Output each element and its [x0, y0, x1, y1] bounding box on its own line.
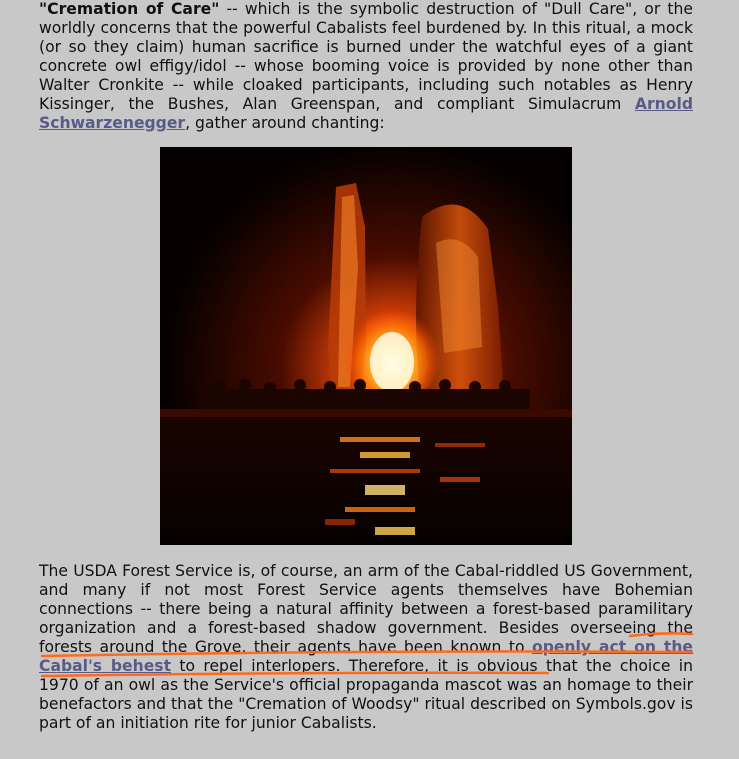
ritual-title: "Cremation of Care" [39, 0, 220, 18]
intro-paragraph [39, 0, 693, 133]
body-text-after-link: to repel interlopers. Therefore, it is obvious that the choice in 1970 of an owl as the Service's official propaganda mascot was an homage to their benefactors and that the "Cremation of Woodsy" ritual described on Symbols.gov is part of an initiation rite for junior Cabalists. [39, 657, 693, 732]
body-text-before-link: The USDA Forest Service is, of course, an arm of the Cabal-riddled US Government, and many if not most Forest Service agents themselves have Bohemian connections -- there being a natural affinity between a forest-based paramilitary organization and a forest-based shadow government. Besides overseeing the forests around the Grove, their agents have been known to [39, 562, 693, 656]
cabal-behest-link[interactable]: openly act on the Cabal's behest [39, 638, 693, 675]
cremation-of-care-photo [160, 147, 572, 545]
bonfire-night-image [160, 147, 572, 545]
intro-text-before-link: -- which is the symbolic destruction of "Dull Care", or the worldly concerns that the powerful Cabalists feel burdened by. In this ritual, a mock (or so they claim) human sacrifice is burned under the watchful eyes of a giant concrete owl effigy/idol -- whose booming voice is provided by none other than Walter Cronkite -- while cloaked participants, including such notables as Henry Kissinger, the Bushes, Alan Greenspan, and compliant Simulacrum [39, 0, 694, 113]
forest-service-paragraph [39, 562, 693, 733]
arnold-schwarzenegger-link[interactable]: Arnold Schwarzenegger [39, 95, 693, 132]
intro-text-after-link: , gather around chanting: [185, 114, 385, 132]
